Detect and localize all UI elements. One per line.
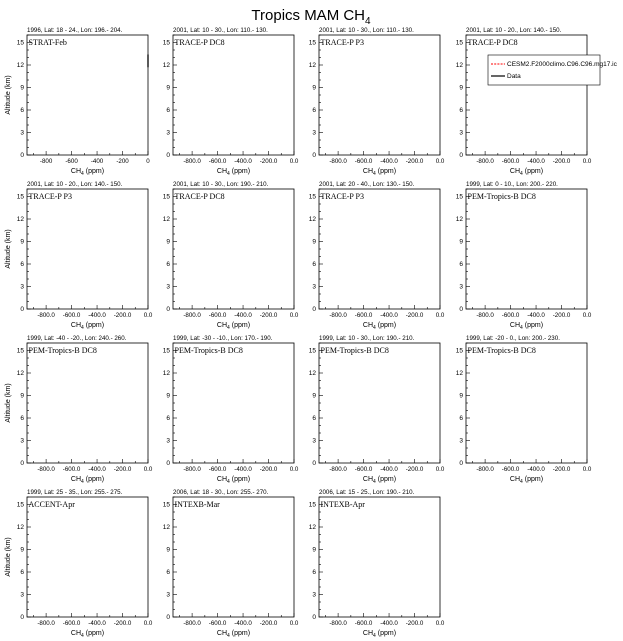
x-tick-label: -800.0: [329, 620, 347, 627]
panel-header: 1999, Lat: 0 - 10., Lon: 200.- 220.: [466, 181, 558, 188]
x-tick-label: -800.0: [183, 620, 201, 627]
x-tick-label: -200.0: [405, 466, 424, 473]
y-tick-label: 6: [459, 107, 463, 115]
x-axis-label-main: CH: [70, 630, 82, 637]
x-tick-label: 0.0: [289, 158, 299, 165]
x-axis-label-subscript: 4: [227, 479, 230, 485]
chart-panel: [5, 181, 153, 331]
campaign-label: TRACE-P P3: [320, 38, 364, 47]
campaign-label: STRAT-Feb: [28, 38, 67, 47]
y-tick-label: 3: [459, 283, 463, 291]
y-tick-label: 3: [312, 283, 316, 291]
y-tick-label: 12: [162, 524, 170, 532]
chart-panel: [309, 27, 445, 177]
legend-model-label: CESM2.F2000climo.C96.C96.mg17.ic: [507, 61, 617, 68]
y-tick-label: 3: [312, 129, 316, 137]
x-tick-label: -800.0: [329, 158, 347, 165]
x-axis-label: [363, 476, 396, 485]
y-tick-label: 3: [20, 283, 24, 291]
x-tick-label: -400.0: [234, 312, 252, 319]
y-tick-label: 15: [308, 193, 316, 201]
x-tick-label: -400.0: [88, 466, 106, 473]
y-tick-label: 9: [312, 392, 316, 400]
y-axis-label: Altitude (km): [5, 229, 12, 269]
x-axis-label-main: CH: [362, 322, 374, 329]
y-tick-label: 3: [166, 437, 170, 445]
y-tick-label: 15: [162, 501, 170, 509]
x-axis-label-unit: (ppm): [229, 476, 251, 483]
y-tick-label: 0: [20, 152, 24, 160]
y-tick-label: 3: [20, 129, 24, 137]
x-tick-label: -600.0: [208, 620, 227, 627]
x-axis-label-subscript: 4: [227, 171, 230, 177]
y-tick-label: 0: [20, 306, 24, 314]
y-axis-label: Altitude (km): [5, 383, 12, 423]
x-tick-label: -200.0: [405, 312, 424, 319]
x-tick-label: -600.0: [62, 620, 81, 627]
y-tick-label: 0: [459, 306, 463, 314]
campaign-label: PEM-Tropics-B DC8: [467, 346, 536, 355]
plot-frame: [319, 189, 440, 309]
plot-frame: [173, 189, 294, 309]
y-axis-label: Altitude (km): [5, 75, 12, 115]
x-axis-label-unit: (ppm): [522, 322, 544, 329]
y-tick-label: 15: [162, 347, 170, 355]
campaign-label: PEM-Tropics-B DC8: [174, 346, 243, 355]
plot-frame: [173, 343, 294, 463]
plot-frame: [319, 343, 440, 463]
y-tick-label: 15: [16, 39, 24, 47]
x-axis-label-subscript: 4: [520, 479, 523, 485]
plot-frame: [27, 189, 148, 309]
y-tick-label: 12: [16, 524, 24, 532]
x-axis-label-main: CH: [509, 322, 521, 329]
x-tick-label: -200.0: [259, 466, 278, 473]
y-tick-label: 0: [312, 152, 316, 160]
panel-header: 2001, Lat: 10 - 30., Lon: 190.- 210.: [173, 181, 269, 188]
y-tick-label: 6: [166, 107, 170, 115]
y-tick-label: 6: [312, 415, 316, 423]
x-axis-label-subscript: 4: [227, 633, 230, 639]
x-tick-label: -200.0: [113, 312, 132, 319]
chart-panel: [163, 181, 299, 331]
y-tick-label: 9: [459, 392, 463, 400]
x-tick-label: -800.0: [329, 466, 347, 473]
y-tick-label: 3: [459, 437, 463, 445]
y-tick-label: 0: [312, 460, 316, 468]
y-tick-label: 15: [455, 39, 463, 47]
x-axis-label-main: CH: [70, 322, 82, 329]
x-axis-label: [71, 476, 104, 485]
y-tick-label: 12: [308, 524, 316, 532]
x-tick-label: -400.0: [88, 620, 106, 627]
y-tick-label: 3: [166, 283, 170, 291]
x-tick-label: 0.0: [289, 312, 299, 319]
y-tick-label: 0: [166, 614, 170, 622]
y-tick-label: 6: [312, 569, 316, 577]
x-tick-label: -600.0: [501, 466, 520, 473]
x-axis-label-unit: (ppm): [375, 476, 397, 483]
y-tick-label: 15: [455, 193, 463, 201]
plot-frame: [27, 35, 148, 155]
x-tick-label: 0.0: [435, 312, 445, 319]
chart-panel: [163, 335, 299, 485]
x-axis-label-unit: (ppm): [229, 630, 251, 637]
chart-panel: [163, 27, 299, 177]
x-tick-label: 0.0: [143, 466, 153, 473]
panel-header: 2001, Lat: 10 - 30., Lon: 110.- 130.: [319, 27, 414, 34]
x-tick-label: -400: [90, 158, 104, 165]
x-axis-label-unit: (ppm): [229, 168, 251, 175]
x-axis-label-subscript: 4: [81, 325, 84, 331]
x-axis-label: [363, 322, 396, 331]
x-tick-label: 0.0: [582, 158, 592, 165]
campaign-label: ACCENT-Apr: [28, 500, 75, 509]
y-tick-label: 12: [16, 370, 24, 378]
x-tick-label: -600.0: [62, 312, 81, 319]
x-tick-label: -400.0: [380, 466, 398, 473]
y-tick-label: 0: [312, 614, 316, 622]
y-tick-label: 12: [162, 216, 170, 224]
x-axis-label: [217, 476, 250, 485]
x-axis-label-main: CH: [362, 168, 374, 175]
chart-panel: [456, 335, 592, 485]
y-tick-label: 9: [166, 546, 170, 554]
x-tick-label: -400.0: [234, 620, 252, 627]
y-tick-label: 15: [16, 347, 24, 355]
plot-frame: [466, 35, 587, 155]
y-tick-label: 12: [308, 370, 316, 378]
y-tick-label: 6: [166, 415, 170, 423]
x-tick-label: -400.0: [234, 158, 252, 165]
y-tick-label: 9: [20, 84, 24, 92]
x-tick-label: -400.0: [234, 466, 252, 473]
legend-data-label: Data: [507, 73, 521, 80]
x-axis-label-unit: (ppm): [522, 476, 544, 483]
chart-panel: [5, 27, 150, 177]
y-tick-label: 6: [312, 107, 316, 115]
chart-panel: [456, 27, 618, 177]
y-tick-label: 6: [166, 261, 170, 269]
x-axis-label-main: CH: [216, 322, 228, 329]
x-axis-label-subscript: 4: [520, 171, 523, 177]
x-axis-label-main: CH: [509, 168, 521, 175]
x-tick-label: -400.0: [88, 312, 106, 319]
x-tick-label: 0.0: [143, 312, 153, 319]
x-tick-label: -800.0: [37, 466, 55, 473]
x-tick-label: -800.0: [183, 466, 201, 473]
x-axis-label-unit: (ppm): [522, 168, 544, 175]
chart-panel: [163, 489, 299, 639]
x-tick-label: -800.0: [37, 312, 55, 319]
y-tick-label: 6: [20, 261, 24, 269]
x-tick-label: -200.0: [259, 312, 278, 319]
campaign-label: INTEXB-Apr: [320, 500, 365, 509]
x-axis-label: [363, 168, 396, 177]
y-tick-label: 12: [16, 62, 24, 70]
x-tick-label: -200.0: [552, 312, 571, 319]
y-tick-label: 15: [308, 347, 316, 355]
panel-header: 1996, Lat: 18 - 24., Lon: 196.- 204.: [27, 27, 123, 34]
y-tick-label: 9: [312, 238, 316, 246]
x-tick-label: -200.0: [259, 620, 278, 627]
y-tick-label: 15: [455, 347, 463, 355]
y-tick-label: 0: [312, 306, 316, 314]
y-tick-label: 6: [166, 569, 170, 577]
figure-title: Tropics MAM $CH_4$: [251, 7, 371, 27]
campaign-label: TRACE-P DC8: [174, 192, 225, 201]
x-tick-label: -800.0: [183, 158, 201, 165]
y-tick-label: 9: [459, 238, 463, 246]
x-axis-label-subscript: 4: [227, 325, 230, 331]
y-tick-label: 15: [308, 39, 316, 47]
x-axis-label-main: CH: [509, 476, 521, 483]
x-tick-label: 0.0: [289, 620, 299, 627]
y-tick-label: 3: [166, 129, 170, 137]
chart-panel: [5, 335, 153, 485]
legend: [488, 55, 618, 85]
y-tick-label: 9: [20, 392, 24, 400]
y-tick-label: 3: [312, 437, 316, 445]
x-axis-label: [71, 322, 104, 331]
x-tick-label: -200.0: [113, 620, 132, 627]
x-tick-label: 0: [146, 158, 150, 165]
y-tick-label: 6: [20, 569, 24, 577]
x-axis-label-subscript: 4: [373, 325, 376, 331]
y-tick-label: 12: [455, 370, 463, 378]
x-axis-label-subscript: 4: [81, 479, 84, 485]
y-tick-label: 15: [162, 39, 170, 47]
x-axis-label-main: CH: [362, 630, 374, 637]
x-axis-label: [217, 168, 250, 177]
y-tick-label: 0: [166, 460, 170, 468]
campaign-label: PEM-Tropics-B DC8: [320, 346, 389, 355]
y-tick-label: 15: [16, 501, 24, 509]
x-tick-label: -600: [65, 158, 78, 165]
x-tick-label: -800.0: [476, 312, 494, 319]
x-tick-label: -400.0: [380, 620, 398, 627]
x-tick-label: -600.0: [354, 158, 373, 165]
x-tick-label: 0.0: [289, 466, 299, 473]
x-tick-label: -600.0: [62, 466, 81, 473]
y-tick-label: 0: [459, 460, 463, 468]
x-tick-label: 0.0: [143, 620, 153, 627]
plot-frame: [27, 343, 148, 463]
x-axis-label-main: CH: [70, 168, 82, 175]
y-tick-label: 9: [20, 546, 24, 554]
x-axis-label-unit: (ppm): [83, 476, 105, 483]
chart-panel: [309, 335, 445, 485]
panel-header: 1999, Lat: 25 - 35., Lon: 255.- 275.: [27, 489, 123, 496]
chart-panel: [5, 489, 153, 639]
x-axis-label: [71, 168, 104, 177]
panel-header: 2001, Lat: 10 - 20., Lon: 140.- 150.: [466, 27, 562, 34]
x-tick-label: -800: [39, 158, 53, 165]
y-tick-label: 0: [166, 152, 170, 160]
panel-header: 2001, Lat: 10 - 20., Lon: 140.- 150.: [27, 181, 123, 188]
x-tick-label: -400.0: [527, 466, 545, 473]
y-tick-label: 9: [20, 238, 24, 246]
x-axis-label-subscript: 4: [373, 479, 376, 485]
plot-frame: [27, 497, 148, 617]
y-tick-label: 12: [308, 62, 316, 70]
x-tick-label: -200: [116, 158, 129, 165]
x-axis-label: [71, 630, 104, 639]
x-tick-label: -200.0: [405, 158, 424, 165]
x-tick-label: -600.0: [208, 466, 227, 473]
x-axis-label-main: CH: [216, 476, 228, 483]
x-axis-label-main: CH: [362, 476, 374, 483]
x-tick-label: -200.0: [552, 158, 571, 165]
x-axis-label-unit: (ppm): [375, 322, 397, 329]
plot-frame: [319, 35, 440, 155]
y-tick-label: 3: [312, 591, 316, 599]
x-tick-label: -800.0: [329, 312, 347, 319]
campaign-label: TRACE-P DC8: [467, 38, 518, 47]
x-axis-label-subscript: 4: [520, 325, 523, 331]
x-tick-label: -600.0: [501, 312, 520, 319]
x-tick-label: 0.0: [435, 158, 445, 165]
x-tick-label: 0.0: [582, 466, 592, 473]
x-axis-label-unit: (ppm): [229, 322, 251, 329]
campaign-label: PEM-Tropics-B DC8: [28, 346, 97, 355]
x-tick-label: -600.0: [208, 158, 227, 165]
x-tick-label: -200.0: [259, 158, 278, 165]
x-tick-label: -600.0: [354, 620, 373, 627]
y-tick-label: 9: [166, 238, 170, 246]
x-axis-label: [363, 630, 396, 639]
x-tick-label: -200.0: [113, 466, 132, 473]
x-tick-label: 0.0: [582, 312, 592, 319]
x-axis-label-main: CH: [216, 168, 228, 175]
y-tick-label: 6: [312, 261, 316, 269]
x-axis-label-subscript: 4: [81, 633, 84, 639]
y-tick-label: 9: [312, 84, 316, 92]
x-axis-label-subscript: 4: [373, 633, 376, 639]
y-tick-label: 0: [166, 306, 170, 314]
campaign-label: TRACE-P DC8: [174, 38, 225, 47]
y-tick-label: 6: [20, 415, 24, 423]
x-tick-label: 0.0: [435, 466, 445, 473]
plot-frame: [173, 35, 294, 155]
x-axis-label-unit: (ppm): [375, 630, 397, 637]
chart-panel: [456, 181, 592, 331]
chart-panel: [309, 489, 445, 639]
x-tick-label: -800.0: [183, 312, 201, 319]
x-axis-label: [217, 322, 250, 331]
y-tick-label: 12: [308, 216, 316, 224]
panel-header: 2001, Lat: 20 - 40., Lon: 130.- 150.: [319, 181, 415, 188]
y-tick-label: 12: [162, 370, 170, 378]
panel-header: 2006, Lat: 15 - 25., Lon: 190.- 210.: [319, 489, 415, 496]
x-axis-label-unit: (ppm): [83, 322, 105, 329]
y-tick-label: 9: [166, 392, 170, 400]
y-tick-label: 9: [166, 84, 170, 92]
x-tick-label: -400.0: [380, 158, 398, 165]
plot-frame: [466, 343, 587, 463]
campaign-label: INTEXB-Mar: [174, 500, 220, 509]
panel-header: 2001, Lat: 10 - 30., Lon: 110.- 130.: [173, 27, 268, 34]
y-tick-label: 12: [455, 216, 463, 224]
y-tick-label: 12: [455, 62, 463, 70]
y-tick-label: 15: [308, 501, 316, 509]
y-tick-label: 12: [162, 62, 170, 70]
y-tick-label: 9: [312, 546, 316, 554]
x-tick-label: -600.0: [354, 466, 373, 473]
x-tick-label: -400.0: [527, 158, 545, 165]
x-tick-label: 0.0: [435, 620, 445, 627]
plot-frame: [466, 189, 587, 309]
x-axis-label: [510, 476, 543, 485]
y-tick-label: 3: [166, 591, 170, 599]
x-tick-label: -600.0: [501, 158, 520, 165]
y-tick-label: 6: [459, 261, 463, 269]
panel-header: 1999, Lat: 10 - 30., Lon: 190.- 210.: [319, 335, 415, 342]
x-axis-label: [510, 168, 543, 177]
panel-header: 1999, Lat: -30 - -10., Lon: 170.- 190.: [173, 335, 273, 342]
y-tick-label: 0: [20, 614, 24, 622]
y-tick-label: 3: [459, 129, 463, 137]
x-tick-label: -600.0: [208, 312, 227, 319]
campaign-label: PEM-Tropics-B DC8: [467, 192, 536, 201]
x-axis-label-main: CH: [70, 476, 82, 483]
campaign-label: TRACE-P P3: [320, 192, 364, 201]
x-axis-label-unit: (ppm): [83, 168, 105, 175]
y-tick-label: 9: [459, 84, 463, 92]
y-tick-label: 6: [459, 415, 463, 423]
y-tick-label: 12: [16, 216, 24, 224]
y-tick-label: 15: [16, 193, 24, 201]
x-tick-label: -800.0: [476, 158, 494, 165]
y-tick-label: 6: [20, 107, 24, 115]
legend-box: [488, 55, 600, 85]
x-axis-label: [217, 630, 250, 639]
y-tick-label: 3: [20, 437, 24, 445]
y-tick-label: 3: [20, 591, 24, 599]
x-axis-label-main: CH: [216, 630, 228, 637]
y-tick-label: 15: [162, 193, 170, 201]
x-tick-label: -200.0: [552, 466, 571, 473]
y-axis-label: Altitude (km): [5, 537, 12, 577]
x-tick-label: -400.0: [527, 312, 545, 319]
panel-header: 1999, Lat: -40 - -20., Lon: 240.- 260.: [27, 335, 127, 342]
panel-header: 2006, Lat: 18 - 30., Lon: 255.- 270.: [173, 489, 269, 496]
x-axis-label: [510, 322, 543, 331]
x-tick-label: -800.0: [476, 466, 494, 473]
x-axis-label-unit: (ppm): [83, 630, 105, 637]
x-axis-label-subscript: 4: [81, 171, 84, 177]
x-tick-label: -400.0: [380, 312, 398, 319]
campaign-label: TRACE-P P3: [28, 192, 72, 201]
x-tick-label: -800.0: [37, 620, 55, 627]
plot-frame: [319, 497, 440, 617]
x-tick-label: -600.0: [354, 312, 373, 319]
panel-header: 1999, Lat: -20 - 0., Lon: 200.- 230.: [466, 335, 560, 342]
x-axis-label-unit: (ppm): [375, 168, 397, 175]
panel-grid: [5, 27, 618, 639]
plot-frame: [173, 497, 294, 617]
x-axis-label-subscript: 4: [373, 171, 376, 177]
x-tick-label: -200.0: [405, 620, 424, 627]
chart-panel: [309, 181, 445, 331]
y-tick-label: 0: [20, 460, 24, 468]
y-tick-label: 0: [459, 152, 463, 160]
